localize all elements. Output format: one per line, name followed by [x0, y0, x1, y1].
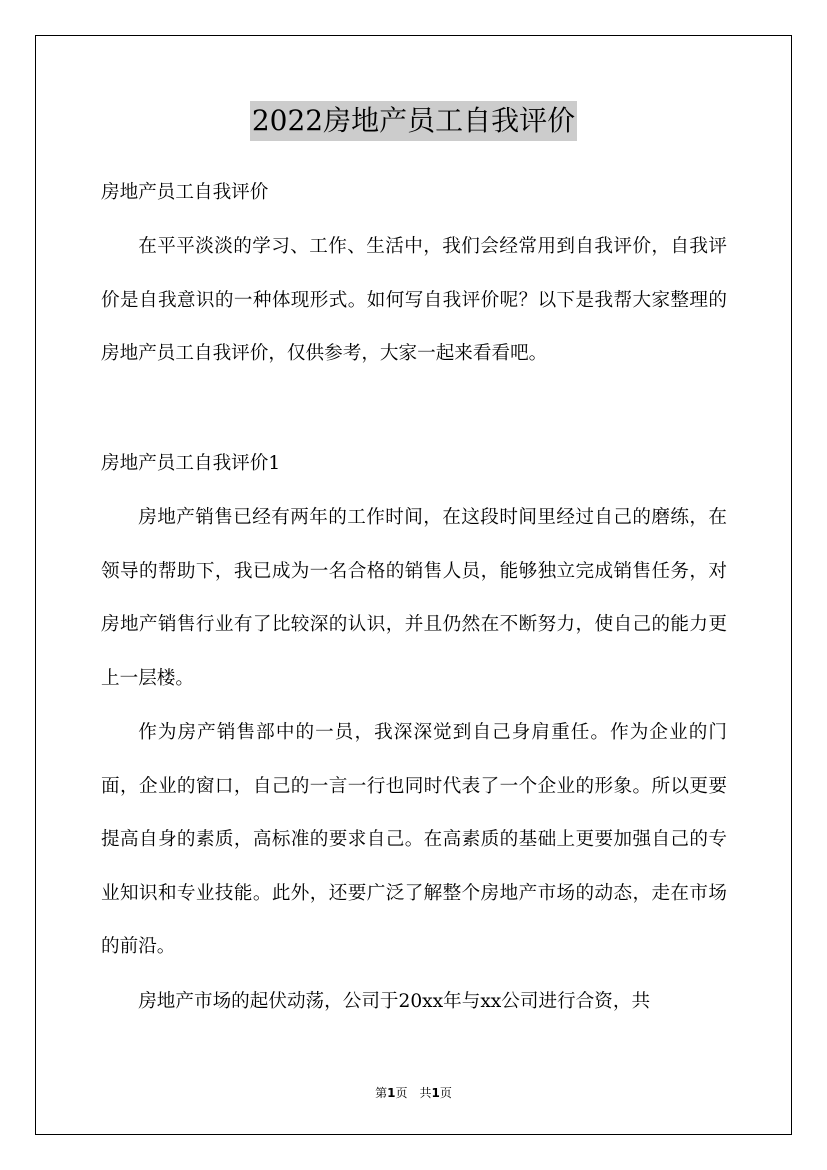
- intro-paragraph: 在平平淡淡的学习、工作、生活中，我们会经常用到自我评价，自我评价是自我意识的一种体现形式。如何写自我评价呢？以下是我帮大家整理的房地产员工自我评价，仅供参考，大家一起来看看吧。: [101, 236, 727, 364]
- body-paragraph-1: 房地产销售已经有两年的工作时间，在这段时间里经过自己的磨练，在领导的帮助下，我已成为一名合格的销售人员，能够独立完成销售任务，对房地产销售行业有了比较深的认识，并且仍然在不断努力，使自己的能力更上一层楼。: [101, 507, 727, 689]
- footer-page-mid: 页 共: [395, 1086, 432, 1100]
- body-paragraph-2: 作为房产销售部中的一员，我深深觉到自己身肩重任。作为企业的门面，企业的窗口，自己的一言一行也同时代表了一个企业的形象。所以更要提高自身的素质，高标准的要求自己。在高素质的基础上更要加强自己的专业知识和专业技能。此外，还要广泛了解整个房地产市场的动态，走在市场的前沿。: [101, 722, 727, 957]
- document-title: 2022房地产员工自我评价: [250, 101, 577, 141]
- section-heading: 房地产员工自我评价1: [101, 453, 281, 474]
- title-container: [0, 101, 827, 141]
- footer-page-prefix: 第: [375, 1086, 388, 1100]
- footer-page-suffix: 页: [439, 1086, 452, 1100]
- body-paragraph-3: 房地产市场的起伏动荡，公司于20xx年与xx公司进行合资，共: [138, 991, 651, 1012]
- page-footer: [0, 1084, 827, 1102]
- footer-page-total: 1: [431, 1086, 440, 1100]
- footer-page-current: 1: [387, 1086, 396, 1100]
- document-subtitle: 房地产员工自我评价: [101, 182, 269, 203]
